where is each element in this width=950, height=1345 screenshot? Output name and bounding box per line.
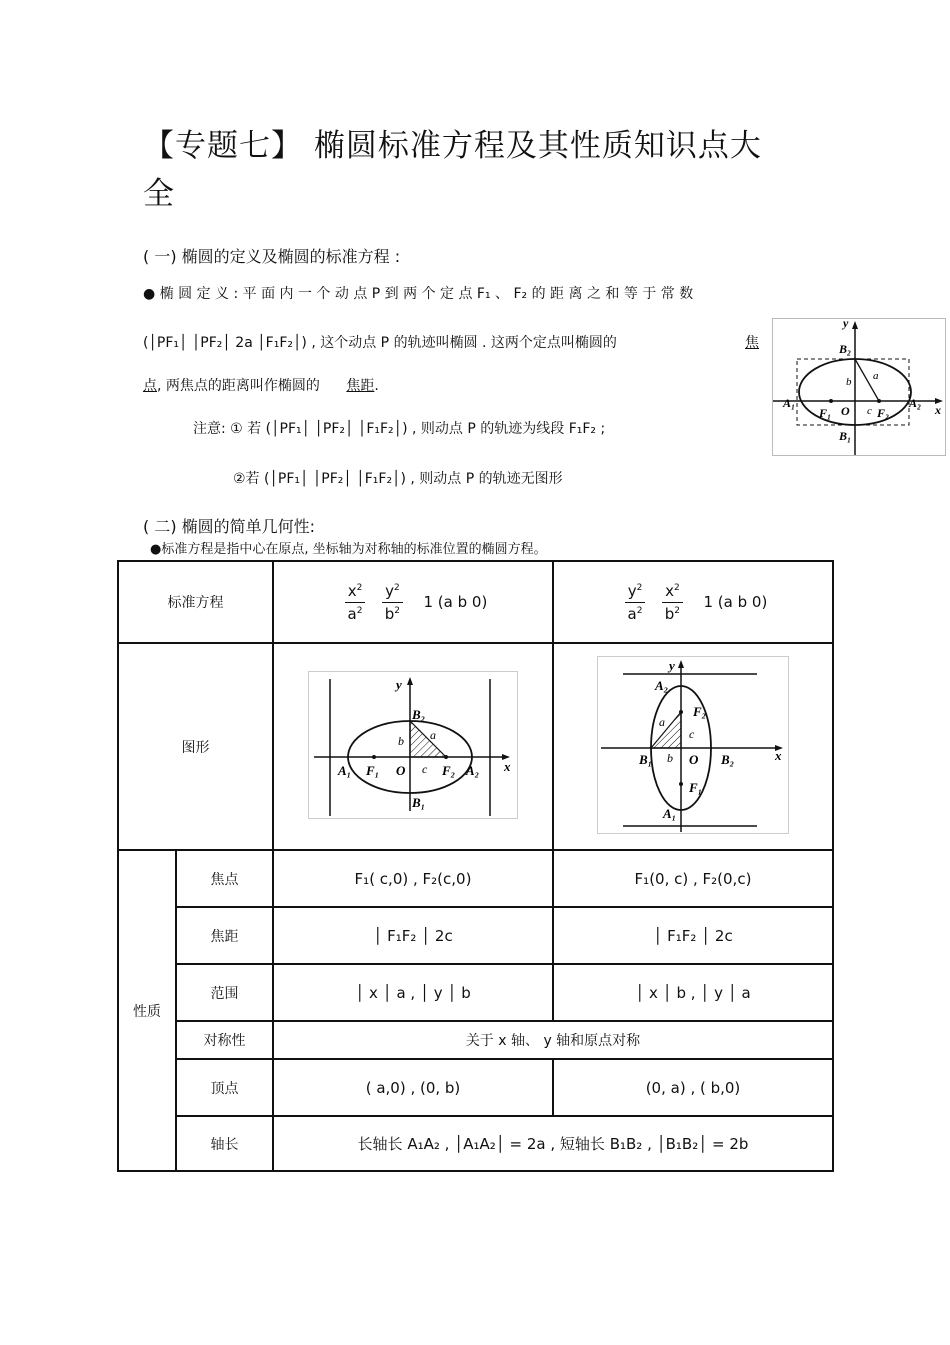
note-2: ②若 (│PF₁│ │PF₂│ │F₁F₂│) , 则动点 P 的轨迹无图形 bbox=[233, 471, 563, 487]
fig1-label-c: c bbox=[867, 405, 872, 417]
fig2-label-b: b bbox=[398, 733, 404, 748]
fig2-label-a1: A₁ bbox=[338, 762, 352, 778]
ellipse-definition-svg bbox=[773, 319, 945, 455]
figure-vertical-cell bbox=[553, 643, 833, 850]
fig1-label-f2: F₂ bbox=[877, 406, 890, 420]
fig1-label-a: a bbox=[873, 370, 879, 382]
definition-line2 bbox=[143, 332, 617, 352]
fig2-label-b2: B₂ bbox=[412, 706, 426, 722]
fig3-label-y: y bbox=[669, 657, 675, 673]
section2-bullet: ●标准方程是指中心在原点, 坐标轴为对称轴的标准位置的椭圆方程。 bbox=[150, 542, 547, 557]
label-focal-distance: 焦距 bbox=[176, 907, 273, 964]
focal-distance-word: 焦距 bbox=[346, 378, 375, 394]
vertical-ellipse-figure bbox=[597, 656, 789, 834]
fig3-label-a2: A₂ bbox=[655, 677, 669, 693]
equation-horizontal bbox=[273, 561, 553, 643]
frac-x2-a2: $\frac{x^2}{a^2}$ bbox=[345, 582, 366, 623]
frac-den: b bbox=[664, 604, 675, 623]
properties-table bbox=[117, 560, 834, 1172]
fig1-label-b2: B₂ bbox=[839, 342, 852, 356]
vertices-horizontal: ( a,0) , (0, b) bbox=[273, 1059, 553, 1116]
label-standard-equation: 标准方程 bbox=[118, 561, 273, 643]
foci-horizontal: F₁( c,0) , F₂(c,0) bbox=[273, 850, 553, 907]
focus-word-a: 焦 bbox=[745, 335, 759, 351]
focus-word-b: 点 bbox=[143, 378, 157, 394]
focal-distance-vertical: │ F₁F₂ │ 2c bbox=[553, 907, 833, 964]
symmetry-value: 关于 x 轴、 y 轴和原点对称 bbox=[273, 1021, 833, 1059]
frac-x2-b2: $\frac{x^2}{b^2}$ bbox=[662, 582, 683, 623]
fig2-label-y: y bbox=[396, 676, 402, 692]
frac-den: b bbox=[384, 604, 395, 623]
fig2-label-a2: A₂ bbox=[466, 762, 480, 778]
fig3-label-c: c bbox=[689, 726, 695, 741]
fig3-label-f1: F₁ bbox=[689, 779, 703, 795]
equation-rest: 1 (a b 0) bbox=[423, 593, 488, 611]
definition-line3-mid: , 两焦点的距离叫作椭圆的 bbox=[157, 378, 320, 394]
section2-heading: ( 二) 椭圆的简单几何性: bbox=[143, 517, 316, 536]
fig1-label-b: b bbox=[846, 376, 852, 388]
frac-den: a bbox=[347, 604, 357, 623]
label-axis-length: 轴长 bbox=[176, 1116, 273, 1171]
definition-line3-end: . bbox=[374, 378, 379, 394]
fig3-label-a: a bbox=[659, 714, 665, 729]
fig3-label-o: O bbox=[689, 751, 699, 767]
label-vertices: 顶点 bbox=[176, 1059, 273, 1116]
frac-num: x bbox=[665, 581, 674, 600]
ellipse-definition-figure bbox=[772, 318, 946, 456]
fig3-label-b2: B₂ bbox=[721, 751, 735, 767]
range-horizontal: │ x │ a , │ y │ b bbox=[273, 964, 553, 1021]
label-symmetry: 对称性 bbox=[176, 1021, 273, 1059]
table-row-symmetry bbox=[118, 1021, 833, 1059]
frac-num: y bbox=[627, 581, 637, 600]
figure-horizontal-cell bbox=[273, 643, 553, 850]
fig2-label-f2: F₂ bbox=[442, 762, 456, 778]
frac-y2-a2: $\frac{y^2}{a^2}$ bbox=[625, 582, 646, 623]
fig2-label-c: c bbox=[422, 761, 428, 776]
section1-heading: ( 一) 椭圆的定义及椭圆的标准方程 : bbox=[143, 247, 401, 266]
focal-distance-horizontal: │ F₁F₂ │ 2c bbox=[273, 907, 553, 964]
label-range: 范围 bbox=[176, 964, 273, 1021]
fig1-label-f1: F₁ bbox=[819, 406, 832, 420]
label-figure: 图形 bbox=[118, 643, 273, 850]
table-row-vertices bbox=[118, 1059, 833, 1116]
equation-vertical bbox=[553, 561, 833, 643]
table-row-range bbox=[118, 964, 833, 1021]
fig2-label-f1: F₁ bbox=[366, 762, 380, 778]
fig1-label-a1: A₁ bbox=[783, 396, 796, 410]
fig3-label-x: x bbox=[775, 747, 782, 763]
fig2-label-b1: B₁ bbox=[412, 794, 426, 810]
table-row-standard-equation bbox=[118, 561, 833, 643]
fig3-label-a1: A₁ bbox=[663, 805, 677, 821]
definition-line1: ● 椭 圆 定 义 : 平 面 内 一 个 动 点 P 到 两 个 定 点 F₁ 、 F₂ 的 距 离 之 和 等 于 常 数 bbox=[143, 286, 694, 302]
horizontal-ellipse-figure bbox=[308, 671, 518, 819]
equation-rest: 1 (a b 0) bbox=[703, 593, 768, 611]
fig1-label-x: x bbox=[935, 403, 941, 417]
fig1-label-y: y bbox=[843, 319, 849, 330]
page-title-line1: 【专题七】 椭圆标准方程及其性质知识点大 bbox=[143, 128, 762, 164]
table-row-focal-distance bbox=[118, 907, 833, 964]
frac-den: a bbox=[627, 604, 637, 623]
foci-vertical: F₁(0, c) , F₂(0,c) bbox=[553, 850, 833, 907]
fig3-label-b: b bbox=[667, 750, 673, 765]
frac-num: y bbox=[385, 581, 394, 600]
fig1-label-a2: A₂ bbox=[909, 396, 922, 410]
label-foci: 焦点 bbox=[176, 850, 273, 907]
fig3-label-b1: B₁ bbox=[639, 751, 653, 767]
range-vertical: │ x │ b , │ y │ a bbox=[553, 964, 833, 1021]
fig2-label-x: x bbox=[504, 758, 511, 774]
frac-y2-b2: $\frac{y^2}{b^2}$ bbox=[382, 582, 403, 623]
fig3-label-f2: F₂ bbox=[693, 703, 707, 719]
fig1-label-o: O bbox=[841, 404, 850, 418]
vertices-vertical: (0, a) , ( b,0) bbox=[553, 1059, 833, 1116]
page-title-line2: 全 bbox=[143, 176, 175, 212]
fig2-label-a: a bbox=[430, 727, 436, 742]
table-row-figure bbox=[118, 643, 833, 850]
note-1: 注意: ① 若 (│PF₁│ │PF₂│ │F₁F₂│) , 则动点 P 的轨迹为线段 F₁F₂ ; bbox=[193, 421, 606, 437]
definition-line3 bbox=[143, 375, 379, 395]
axis-length-value: 长轴长 A₁A₂ , │A₁A₂│ = 2a , 短轴长 B₁B₂ , │B₁B₂│ = 2b bbox=[273, 1116, 833, 1171]
table-row-foci bbox=[118, 850, 833, 907]
definition-line2-text: (│PF₁│ │PF₂│ 2a │F₁F₂│) , 这个动点 P 的轨迹叫椭圆 . 这两个定点叫椭圆的 bbox=[143, 335, 617, 351]
fig1-label-b1: B₁ bbox=[839, 429, 852, 443]
fig2-label-o: O bbox=[396, 762, 406, 778]
label-properties: 性质 bbox=[118, 850, 176, 1171]
table-row-axis-length bbox=[118, 1116, 833, 1171]
frac-num: x bbox=[347, 581, 357, 600]
